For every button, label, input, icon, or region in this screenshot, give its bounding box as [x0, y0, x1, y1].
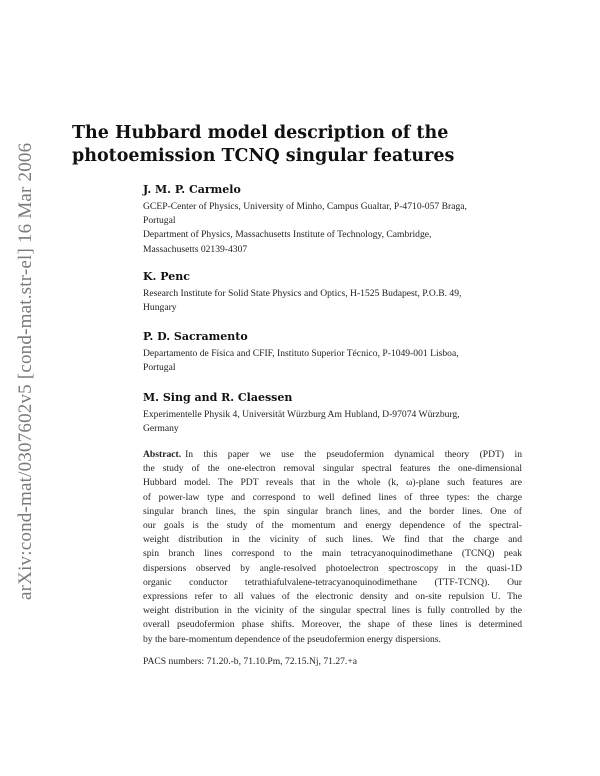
affiliation-line: Hungary	[143, 302, 177, 314]
affiliation-line: Portugal	[143, 215, 176, 227]
arxiv-identifier-stamp: arXiv:cond-mat/0307602v5 [cond-mat.str-el] 16 Mar 2006	[15, 142, 36, 600]
abstract-line: our goals is the study of the momentum and energy dependence of the spectral-	[143, 520, 522, 532]
affiliation-line: Department of Physics, Massachusetts Institute of Technology, Cambridge,	[143, 229, 432, 241]
abstract-line: organic conductor tetrathiafulvalene-tetracyanoquinodimethane (TTF-TCNQ). Our	[143, 576, 522, 588]
author-affiliation	[143, 287, 523, 315]
affiliation-line: Departamento de Física and CFIF, Instituto Superior Técnico, P-1049-001 Lisboa,	[143, 348, 459, 359]
author-name: J. M. P. Carmelo	[143, 183, 241, 196]
abstract-line: by the bare-momentum dependence of the pseudofermion energy dispersions.	[143, 633, 441, 645]
abstract-line: overall pseudofermion phase shifts. Moreover, the shape of these lines is determined	[143, 619, 522, 631]
abstract-line: dispersions observed by angle-resolved photoelectron spectroscopy in the quasi-1D	[143, 562, 522, 574]
title-line-1: The Hubbard model description of the	[72, 123, 449, 143]
abstract-line: In this paper we use the pseudofermion dynamical theory (PDT) in	[185, 449, 522, 460]
affiliation-line: Experimentelle Physik 4, Universität Würzburg Am Hubland, D-97074 Würzburg,	[143, 409, 460, 420]
paper-title	[72, 122, 512, 168]
title-line-2: photoemission TCNQ singular features	[72, 146, 455, 166]
author-name: M. Sing and R. Claessen	[143, 391, 293, 404]
affiliation-line: Germany	[143, 423, 179, 435]
abstract-heading: Abstract.	[143, 449, 182, 460]
author-name: P. D. Sacramento	[143, 330, 248, 343]
affiliation-line: Massachusetts 02139-4307	[143, 243, 248, 255]
author-name: K. Penc	[143, 270, 190, 283]
author-affiliation	[143, 408, 523, 436]
affiliation-line: Research Institute for Solid State Physics and Optics, H-1525 Budapest, P.O.B. 49,	[143, 288, 462, 299]
abstract-line: weight distribution in the vicinity of such lines. We find that the charge and	[143, 534, 522, 546]
abstract	[143, 448, 522, 647]
affiliation-line: GCEP-Center of Physics, University of Minho, Campus Gualtar, P-4710-057 Braga,	[143, 201, 467, 212]
abstract-line: Hubbard model. The PDT reveals that in the whole (k, ω)-plane such features are	[143, 477, 522, 489]
pacs-numbers: PACS numbers: 71.20.-b, 71.10.Pm, 72.15.Nj, 71.27.+a	[143, 656, 357, 667]
abstract-line: singular branch lines, the spin singular branch lines, and the border lines. One of	[143, 505, 522, 517]
author-affiliation	[143, 347, 523, 375]
affiliation-line: Portugal	[143, 362, 176, 374]
author-affiliation	[143, 200, 523, 257]
abstract-line: expressions refer to all values of the electronic density and on-site repulsion U. The	[143, 591, 522, 603]
abstract-line: weight distribution in the vicinity of the singular spectral lines is fully controlled by the	[143, 605, 522, 617]
abstract-line: the study of the one-electron removal singular spectral features the one-dimensional	[143, 463, 522, 475]
abstract-line: spin branch lines correspond to the main tetracyanoquinodimethane (TCNQ) peak	[143, 548, 522, 560]
abstract-line: of power-law type and correspond to well defined lines of three types: the charge	[143, 491, 522, 503]
